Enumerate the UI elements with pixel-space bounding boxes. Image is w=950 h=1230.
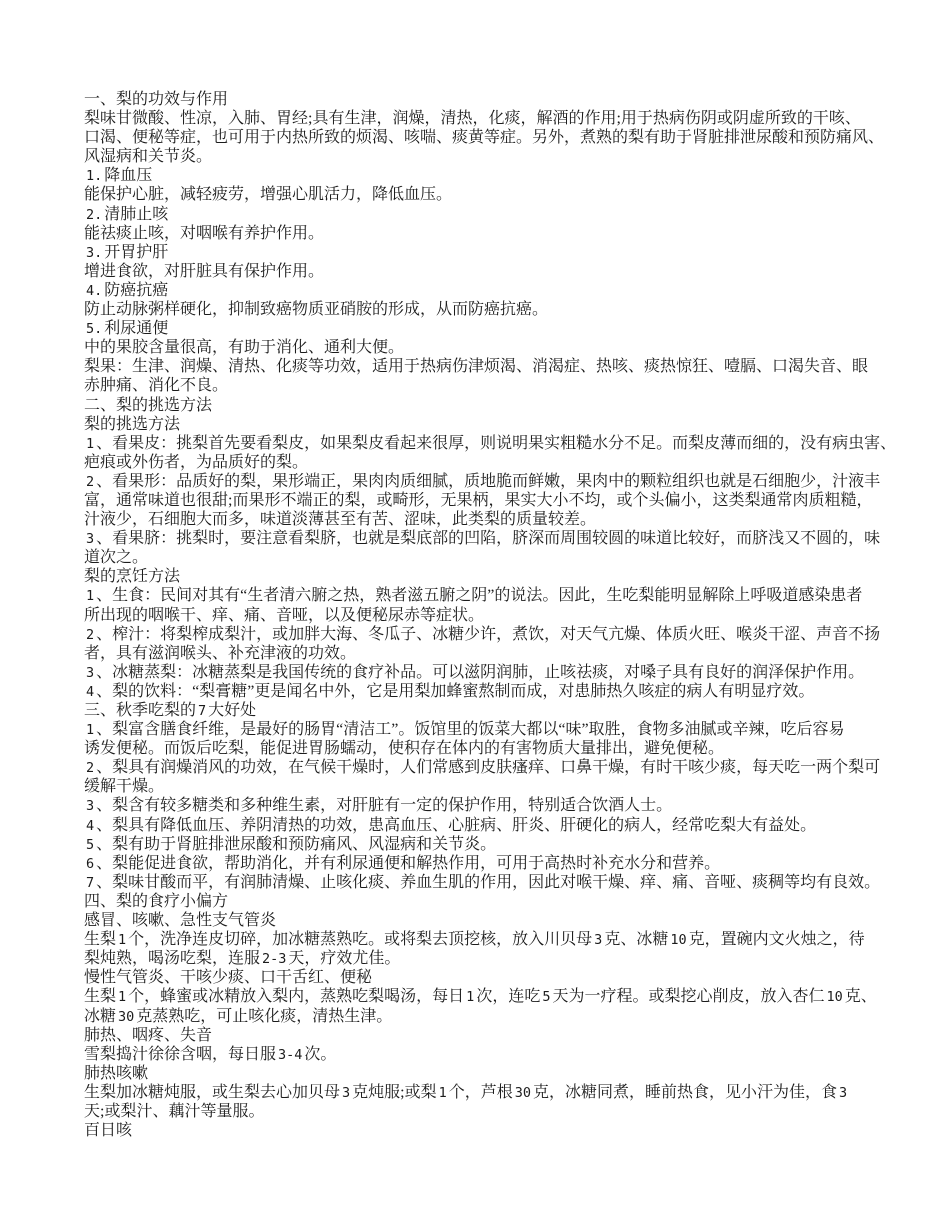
numeric-text: 10 bbox=[826, 989, 843, 1006]
text-line: 1 、生食：民间对其有“生者清六腑之热，熟者滋五腑之阴”的说法。因此，生吃梨能明显解除上呼吸道感染患者 bbox=[86, 587, 863, 605]
text-line: 四、梨的食疗小偏方 bbox=[84, 892, 229, 910]
numeric-text: 3 bbox=[86, 798, 95, 815]
text-line: 富，通常味道也很甜;而果形不端正的梨，或畸形，无果柄，果实大小不均，或个头偏小，这类梨通常肉质粗糙， bbox=[84, 491, 873, 509]
text-line: 者，具有滋润喉头、补充津液的功效。 bbox=[84, 644, 357, 662]
numeric-text: 2-3 bbox=[262, 951, 287, 968]
text-line: 口渴、便秘等症，也可用于内热所致的烦渴、咳喘、痰黄等症。另外，煮熟的梨有助于肾脏排泄尿酸和预防痛风、 bbox=[84, 129, 885, 147]
text-line: 3 、看果脐：挑梨时，要注意看梨脐，也就是梨底部的凹陷，脐深而周围较圆的味道比较好，而脐浅又不圆的，味 bbox=[86, 530, 881, 548]
text-line: 1 、梨富含膳食纤维，是最好的肠胃“清洁工”。饭馆里的饭菜大都以“味”取胜，食物多油腻或辛辣，吃后容易 bbox=[86, 721, 845, 739]
numeric-text: 1 bbox=[118, 989, 127, 1006]
text-line: 风湿病和关节炎。 bbox=[84, 148, 213, 166]
text-line: 3. 开胃护肝 bbox=[86, 243, 169, 261]
text-line: 中的果胶含量很高，有助于消化、通利大便。 bbox=[84, 339, 405, 357]
text-line: 4 、梨的饮料：“梨膏糖”更是闻名中外，它是用梨加蜂蜜熬制而成，对患肺热久咳症的病人有明显疗效。 bbox=[86, 682, 815, 700]
numeric-text: 5. bbox=[86, 321, 103, 338]
numeric-text: 2 bbox=[86, 626, 95, 643]
numeric-text: 10 bbox=[670, 932, 687, 949]
text-line: 缓解干燥。 bbox=[84, 778, 165, 796]
text-line: 诱发便秘。而饭后吃梨，能促进胃肠蠕动，使积存在体内的有害物质大量排出，避免便秘。 bbox=[84, 740, 725, 758]
text-line: 2 、看果形：品质好的梨，果形端正，果肉肉质细腻，质地脆而鲜嫩，果肉中的颗粒组织也就是石细胞少，汁液丰 bbox=[86, 472, 881, 490]
text-line: 4 、梨具有降低血压、养阴清热的功效，患高血压、心脏病、肝炎、肝硬化的病人，经常吃梨大有益处。 bbox=[86, 816, 817, 834]
text-line: 梨味甘微酸、性凉，入肺、胃经;具有生津，润燥，清热，化痰，解酒的作用;用于热病伤阴或阴虚所致的干咳、 bbox=[84, 110, 861, 128]
numeric-text: 1 bbox=[438, 1084, 447, 1101]
numeric-text: 5 bbox=[542, 989, 551, 1006]
text-line: 2. 清肺止咳 bbox=[86, 205, 169, 223]
numeric-text: 7 bbox=[198, 703, 207, 719]
text-line: 2 、榨汁：将梨榨成梨汁，或加胖大海、冬瓜子、冰糖少许，煮饮，对天气亢燥、体质火旺、喉炎干涩、声音不扬 bbox=[86, 625, 881, 643]
text-line: 梨果：生津、润燥、清热、化痰等功效，适用于热病伤津烦渴、消渴症、热咳、痰热惊狂、噎膈、口渴失音、眼 bbox=[84, 358, 869, 376]
text-line: 所出现的咽喉干、痒、痛、音哑，以及便秘尿赤等症状。 bbox=[84, 606, 485, 624]
text-line: 二、梨的挑选方法 bbox=[84, 396, 213, 414]
text-line: 慢性气管炎、干咳少痰、口干舌红、便秘 bbox=[84, 969, 373, 987]
text-line: 汁液少，石细胞大而多，味道淡薄甚至有苦、涩味，此类梨的质量较差。 bbox=[84, 511, 597, 529]
text-line: 赤肿痛、消化不良。 bbox=[84, 377, 229, 395]
numeric-text: 2 bbox=[86, 473, 95, 490]
text-line: 1. 降血压 bbox=[86, 167, 153, 185]
numeric-text: 1 bbox=[86, 588, 95, 605]
numeric-text: 2. bbox=[86, 206, 103, 223]
numeric-text: 3 bbox=[594, 932, 603, 949]
numeric-text: 3 bbox=[86, 531, 95, 548]
numeric-text: 5 bbox=[86, 836, 95, 853]
text-line: 能祛痰止咳，对咽喉有养护作用。 bbox=[84, 224, 325, 242]
text-line: 能保护心脏，减轻疲劳，增强心肌活力，降低血压。 bbox=[84, 186, 453, 204]
text-line: 一、梨的功效与作用 bbox=[84, 91, 229, 108]
numeric-text: 1. bbox=[86, 168, 103, 185]
text-line: 疤痕或外伤者，为品质好的梨。 bbox=[84, 453, 309, 471]
numeric-text: 4 bbox=[86, 817, 95, 834]
text-line: 梨的烹饪方法 bbox=[84, 568, 181, 586]
numeric-text: 30 bbox=[118, 1008, 135, 1025]
numeric-text: 6 bbox=[86, 855, 95, 872]
numeric-text: 1 bbox=[466, 989, 475, 1006]
numeric-text: 3 bbox=[86, 664, 95, 681]
numeric-text: 4 bbox=[86, 683, 95, 700]
document-body bbox=[84, 90, 914, 1140]
text-line: 5 、梨有助于肾脏排泄尿酸和预防痛风、风湿病和关节炎。 bbox=[86, 835, 497, 853]
numeric-text: 1 bbox=[86, 722, 95, 739]
numeric-text: 3. bbox=[86, 244, 103, 261]
text-line: 雪梨捣汁徐徐含咽，每日服 3-4 次。 bbox=[84, 1045, 337, 1063]
text-line: 防止动脉粥样硬化，抑制致癌物质亚硝胺的形成，从而防癌抗癌。 bbox=[84, 301, 549, 319]
numeric-text: 2 bbox=[86, 760, 95, 777]
numeric-text: 3 bbox=[342, 1084, 351, 1101]
text-line: 生梨 1 个，蜂蜜或冰精放入梨内，蒸熟吃梨喝汤，每日 1 次，连吃 5 天为一疗程。或梨挖心削皮，放入杏仁 10 克、 bbox=[84, 988, 877, 1006]
text-line: 5. 利尿通便 bbox=[86, 320, 169, 338]
text-line: 7 、梨味甘酸而平，有润肺清燥、止咳化痰、养血生肌的作用，因此对喉干燥、痒、痛、音哑、痰稠等均有良效。 bbox=[86, 873, 881, 891]
text-line: 感冒、咳嗽、急性支气管炎 bbox=[84, 912, 277, 930]
text-line: 天;或梨汁、藕汁等量服。 bbox=[84, 1102, 265, 1120]
text-line: 三、秋季吃梨的 7 大好处 bbox=[84, 702, 257, 719]
numeric-text: 7 bbox=[86, 874, 95, 891]
text-line: 生梨 1 个，洗净连皮切碎，加冰糖蒸熟吃。或将梨去顶挖核，放入川贝母 3 克、冰糖 10 克，置碗内文火烛之，待 bbox=[84, 931, 865, 949]
text-line: 百日咳 bbox=[84, 1122, 133, 1140]
text-line: 道次之。 bbox=[84, 549, 149, 567]
text-line: 生梨加冰糖炖服，或生梨去心加贝母 3 克炖服;或梨 1 个，芦根 30 克，冰糖同煮，睡前热食，见小汗为佳，食 3 bbox=[84, 1083, 848, 1101]
numeric-text: 1 bbox=[86, 435, 95, 452]
numeric-text: 4. bbox=[86, 282, 103, 299]
text-line: 1 、看果皮：挑梨首先要看梨皮，如果梨皮看起来很厚，则说明果实粗糙水分不足。而梨皮薄而细的，没有病虫害、 bbox=[86, 434, 897, 452]
text-line: 肺热咳嗽 bbox=[84, 1064, 149, 1082]
numeric-text: 30 bbox=[514, 1084, 532, 1101]
text-line: 4. 防癌抗癌 bbox=[86, 281, 169, 299]
numeric-text: 3 bbox=[839, 1084, 848, 1101]
text-line: 3 、冰糖蒸梨：冰糖蒸梨是我国传统的食疗补品。可以滋阴润肺，止咳祛痰，对嗓子具有良好的润泽保护作用。 bbox=[86, 663, 865, 681]
text-line: 2 、梨具有润燥消风的功效，在气候干燥时，人们常感到皮肤瘙痒、口鼻干燥，有时干咳少痰，每天吃一两个梨可 bbox=[86, 759, 881, 777]
numeric-text: 3-4 bbox=[278, 1046, 303, 1063]
text-line: 梨炖熟，喝汤吃梨，连服 2-3 天，疗效尤佳。 bbox=[84, 950, 401, 968]
text-line: 梨的挑选方法 bbox=[84, 415, 181, 433]
text-line: 3 、梨含有较多糖类和多种维生素，对肝脏有一定的保护作用，特别适合饮酒人士。 bbox=[86, 797, 673, 815]
numeric-text: 1 bbox=[118, 932, 127, 949]
text-line: 6 、梨能促进食欲，帮助消化，并有利尿通便和解热作用，可用于高热时补充水分和营养。 bbox=[86, 854, 721, 872]
text-line: 肺热、咽疼、失音 bbox=[84, 1026, 213, 1044]
text-line: 增进食欲，对肝脏具有保护作用。 bbox=[84, 262, 325, 280]
text-line: 冰糖 30 克蒸熟吃，可止咳化痰，清热生津。 bbox=[84, 1007, 393, 1025]
